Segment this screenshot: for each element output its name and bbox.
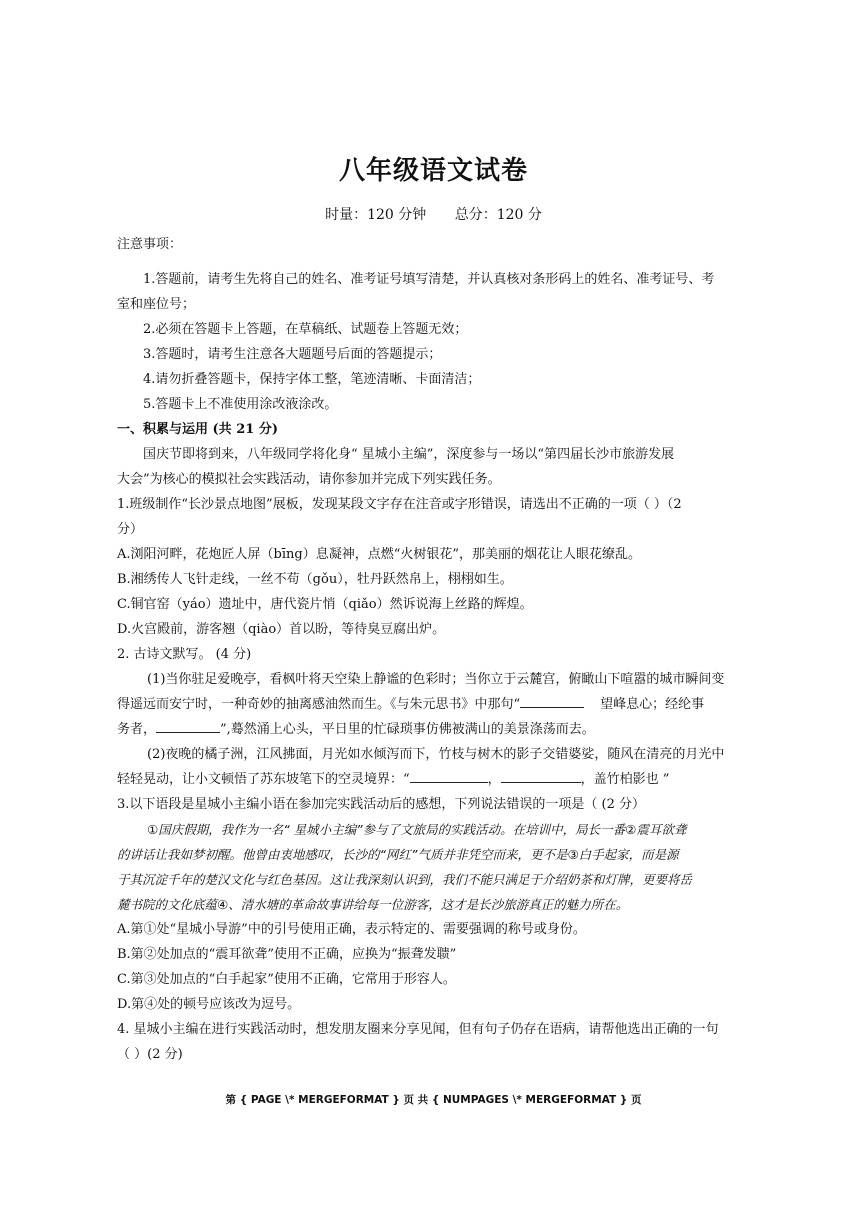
question-1-option-d: D.火宫殿前，游客翘（qiào）首以盼，等待臭豆腐出炉。 [117, 622, 446, 637]
section-heading: 一、积累与运用 (共 21 分) [117, 422, 278, 437]
question-2-part2-line2 [117, 767, 782, 792]
question-4-stem: 4. 星城小主编在进行实践活动时，想发朋友圈来分享见闻，但有句子仍存在语病，请帮他选出正确的一句 [117, 1022, 719, 1037]
question-1-option-c: C.铜官窑（yáo）遗址中，唐代瓷片悄（qiǎo）然诉说海上丝路的辉煌。 [117, 597, 533, 612]
question-2-part1-text-c: 务者， [117, 722, 157, 737]
question-2-stem: 2. 古诗文默写。 (4 分) [117, 647, 252, 662]
question-2-part2-line1: (2)夜晚的橘子洲，江风拂面，月光如水倾泻而下，竹枝与树木的影子交错婆娑，随风在清亮的月光中 [147, 747, 725, 762]
question-2-part1-line3 [117, 717, 782, 742]
answer-blank[interactable] [410, 768, 488, 783]
question-2-part2-text-a: 轻轻晃动，让小文顿悟了苏东坡笔下的空灵境界：“ [117, 772, 410, 787]
question-2-part2-comma: ， [487, 772, 501, 787]
answer-blank[interactable] [156, 718, 220, 733]
note-item-2: 2.必须在答题卡上答题，在草稿纸、试题卷上答题无效； [143, 322, 468, 337]
total-score: 总分：120 分 [454, 207, 542, 223]
question-3-option-c: C.第③处加点的“白手起家”使用不正确，它常用于形容人。 [117, 972, 456, 987]
question-2-part1-text-b: 望峰息心；经纶事 [600, 697, 705, 712]
note-item-4: 4.请勿折叠答题卡，保持字体工整，笔迹清晰、卡面清洁； [143, 372, 481, 387]
note-item-5: 5.答题卡上不准使用涂改液涂改。 [143, 397, 338, 412]
question-3-passage-line3: 于其沉淀千年的楚汉文化与红色基因。这让我深刻认识到，我们不能只满足于介绍奶茶和灯牌，更要将岳 [117, 872, 693, 887]
question-2-part1-text-d: ”,蓦然涌上心头，平日里的忙碌琐事仿佛被满山的美景涤荡而去。 [220, 722, 595, 737]
question-2-part1-line2 [117, 692, 782, 717]
note-item-3: 3.答题时，请考生注意各大题题号后面的答题提示； [143, 347, 442, 362]
notes-heading: 注意事项： [117, 237, 183, 252]
page-title: 八年级语文试卷 [338, 156, 528, 186]
question-3-option-b: B.第②处加点的“震耳欲聋”使用不正确，应换为“振聋发聩” [117, 947, 457, 962]
question-3-option-d: D.第④处的顿号应该改为逗号。 [117, 997, 301, 1012]
answer-blank[interactable] [501, 768, 581, 783]
exam-meta [0, 204, 867, 224]
question-3-passage-line2: 的讲话让我如梦初醒。他曾由衷地感叹，长沙的“网红”气质并非凭空而来，更不是③白手起家，而是源 [117, 847, 679, 862]
note-item-1: 1.答题前，请考生先将自己的姓名、准考证号填写清楚，并认真核对条形码上的姓名、准考证号、考 [143, 272, 715, 287]
question-3-passage-line1: ①国庆假期，我作为一名“ 星城小主编”参与了文旅局的实践活动。在培训中，局长一番②震耳欲聋 [147, 822, 687, 837]
note-item-1-cont: 室和座位号； [117, 297, 196, 312]
question-1-option-b: B.湘绣传人飞针走线，一丝不苟（gǒu），牡丹跃然帛上，栩栩如生。 [117, 572, 513, 587]
time-limit: 时量：120 分钟 [325, 207, 427, 223]
answer-blank[interactable] [520, 693, 584, 708]
question-4-stem-cont: （ ）(2 分) [117, 1047, 183, 1062]
question-1-option-a: A.浏阳河畔，花炮匠人屏（bīng）息凝神，点燃“火树银花”，那美丽的烟花让人眼花缭乱。 [117, 547, 641, 562]
question-1-stem: 1.班级制作“长沙景点地图”展板，发现某段文字存在注音或字形错误，请选出不正确的一项（ ）（2 [117, 497, 682, 512]
question-3-option-a: A.第①处“星城小导游”中的引号使用正确，表示特定的、需要强调的称号或身份。 [117, 922, 586, 937]
question-3-passage-line4: 麓书院的文化底蕴④、清水塘的革命故事讲给每一位游客，这才是长沙旅游真正的魅力所在。 [117, 897, 629, 912]
exam-content [117, 232, 782, 1067]
question-2-part1-line1: (1)当你驻足爱晚亭，看枫叶将天空染上静谧的色彩时；当你立于云麓宫，俯瞰山下喧嚣的城市瞬间变 [147, 672, 725, 687]
question-1-stem-cont: 分） [117, 522, 144, 537]
page-footer: 第 { PAGE \* MERGEFORMAT } 页 共 { NUMPAGES \* MERGEFORMAT } 页 [225, 1094, 642, 1106]
section-intro-1: 国庆节即将到来，八年级同学将化身“ 星城小主编”，深度参与一场以“第四届长沙市旅游发展 [143, 447, 675, 462]
question-3-stem: 3.以下语段是星城小主编小语在参加完实践活动后的感想，下列说法错误的一项是（ (2 分） [117, 797, 646, 812]
section-intro-2: 大会”为核心的模拟社会实践活动，请你参加并完成下列实践任务。 [117, 472, 501, 487]
question-2-part2-text-b: ，盖竹柏影也 ” [580, 772, 670, 787]
question-2-part1-text-a: 得遥远而安宁时，一种奇妙的抽离感油然而生。《与朱元思书》中那句“ [117, 697, 521, 712]
